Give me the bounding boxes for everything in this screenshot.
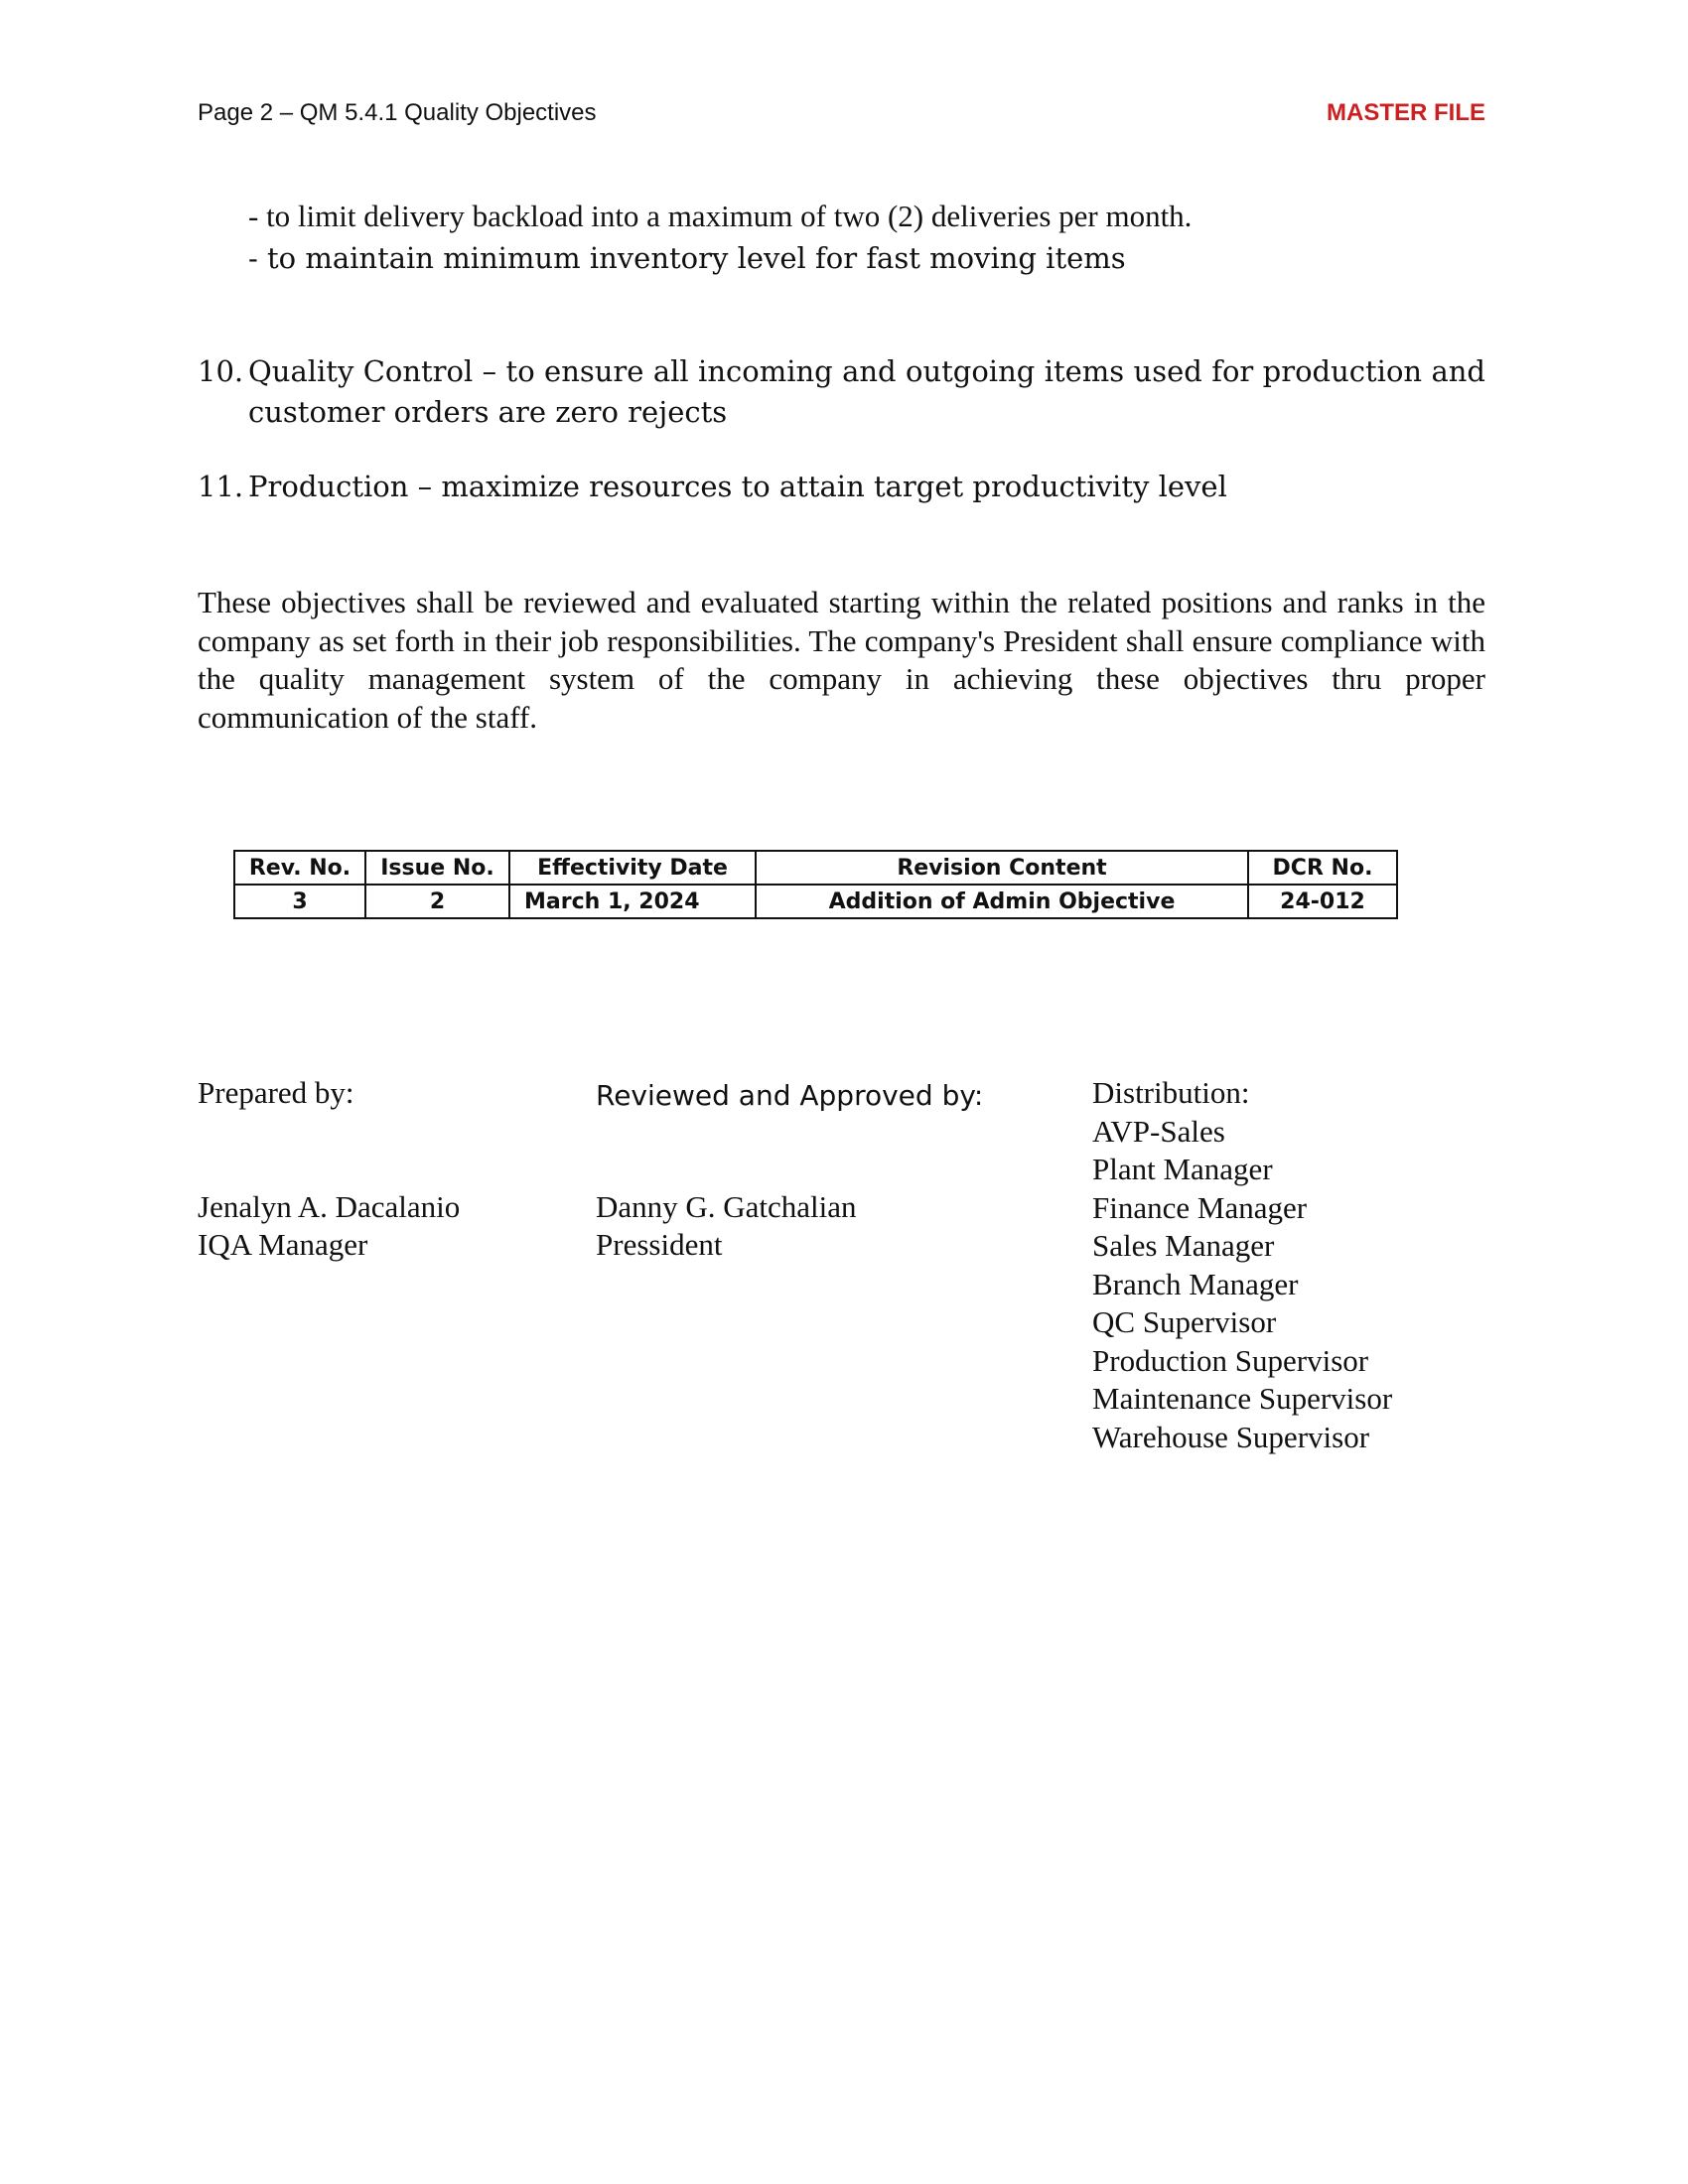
- distribution-label: Distribution:: [1092, 1075, 1250, 1110]
- objectives-review-paragraph: These objectives shall be reviewed and evaluated starting within the related positions and ranks in the company as set forth in their job responsibilities. The company's President shall ensure compliance with the quality management system of the company in achieving these objectives thru proper communication of the staff.: [198, 585, 1485, 735]
- page-header-title: Page 2 – QM 5.4.1 Quality Objectives: [198, 99, 597, 126]
- list-item: Warehouse Supervisor: [1092, 1419, 1370, 1454]
- item-text: Quality Control – to ensure all incoming and outgoing items used for production and customer orders are zero rejects: [248, 354, 1485, 429]
- list-item: Maintenance Supervisor: [1092, 1381, 1393, 1416]
- distribution-block: [1092, 1074, 1392, 1456]
- list-item: Branch Manager: [1092, 1266, 1299, 1301]
- approved-by-title: Pressident: [596, 1227, 723, 1262]
- prepared-by-title: IQA Manager: [198, 1227, 368, 1262]
- revision-table-header-row: [234, 851, 1397, 885]
- objective-item-production: [198, 467, 1485, 507]
- cell-dcr-no: 24-012: [1248, 885, 1397, 918]
- approved-by-label: Reviewed and Approved by:: [596, 1079, 984, 1112]
- cell-issue-no: 2: [365, 885, 509, 918]
- list-item: Production Supervisor: [1092, 1342, 1369, 1378]
- header-issue-no: Issue No.: [365, 851, 509, 885]
- prepared-by-label: Prepared by:: [198, 1075, 354, 1110]
- cell-rev-no: 3: [234, 885, 365, 918]
- header-revision-content: Revision Content: [756, 851, 1248, 885]
- list-item: Plant Manager: [1092, 1152, 1273, 1186]
- table-row: [234, 885, 1397, 918]
- distribution-list: [1092, 1113, 1392, 1457]
- list-item: QC Supervisor: [1092, 1304, 1277, 1339]
- list-item: AVP-Sales: [1092, 1113, 1225, 1149]
- bullet-inventory-level: - to maintain minimum inventory level for fast moving items: [248, 241, 1126, 275]
- objective-item-quality-control: [198, 351, 1485, 433]
- header-effectivity-date: Effectivity Date: [509, 851, 756, 885]
- header-dcr-no: DCR No.: [1248, 851, 1397, 885]
- revision-table: [233, 850, 1398, 919]
- item-number: 10.: [198, 354, 244, 388]
- item-text: Production – maximize resources to attain target productivity level: [248, 470, 1227, 503]
- item-number: 11.: [198, 470, 244, 503]
- list-item: Sales Manager: [1092, 1228, 1275, 1263]
- cell-effectivity-date: March 1, 2024: [509, 885, 756, 918]
- approved-by-name: Danny G. Gatchalian: [596, 1189, 857, 1224]
- master-file-label: MASTER FILE: [1327, 99, 1485, 126]
- cell-revision-content: Addition of Admin Objective: [756, 885, 1248, 918]
- prepared-by-name: Jenalyn A. Dacalanio: [198, 1189, 461, 1224]
- bullet-delivery-backload: - to limit delivery backload into a maximum of two (2) deliveries per month.: [248, 199, 1193, 233]
- list-item: Finance Manager: [1092, 1189, 1308, 1225]
- header-rev-no: Rev. No.: [234, 851, 365, 885]
